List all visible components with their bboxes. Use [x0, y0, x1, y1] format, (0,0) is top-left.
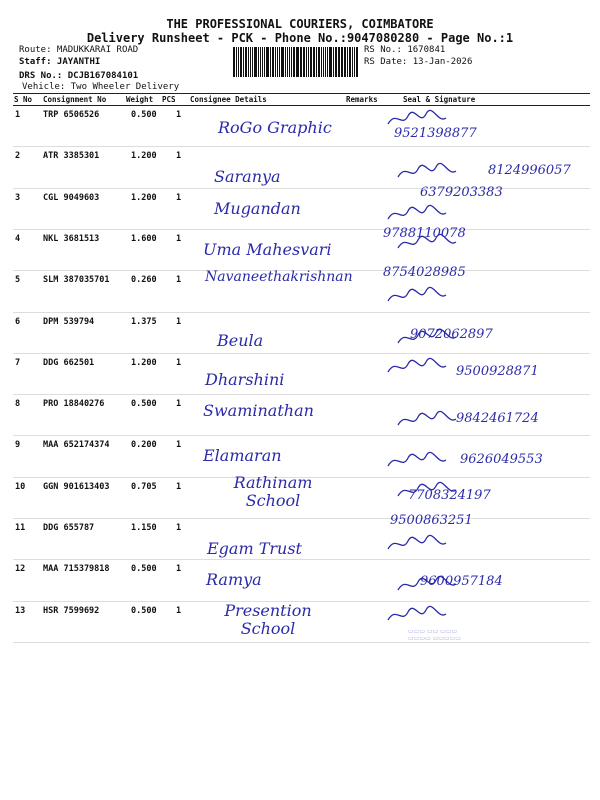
row-separator: [13, 146, 590, 147]
barcode-bar: [335, 47, 337, 77]
barcode-bar: [352, 47, 353, 77]
row-pcs: 1: [176, 192, 182, 203]
row-pcs: 1: [176, 357, 182, 368]
row-consignee-name: Rathinam School: [233, 472, 313, 510]
row-consignment-no: TRP 6506526: [43, 110, 100, 120]
barcode-bar: [325, 47, 327, 77]
signature-scribble: [386, 604, 456, 626]
row-weight: 0.500: [131, 605, 157, 616]
row-consignee-name: Elamaran: [203, 446, 282, 466]
row-pcs: 1: [176, 151, 182, 162]
row-weight: 0.500: [131, 399, 157, 410]
row-sno: 13: [15, 605, 26, 616]
row-signature-phone: 9600957184: [420, 574, 503, 590]
barcode-bar: [281, 47, 284, 77]
row-weight: 0.200: [131, 440, 157, 451]
row-weight: 1.150: [131, 523, 157, 533]
row-sno: 8: [15, 399, 21, 410]
barcode-bar: [260, 47, 261, 77]
row-consignee-name: Ramya: [206, 570, 262, 590]
row-signature-phone: 8754028985: [383, 265, 466, 281]
barcode-bar: [264, 47, 265, 77]
row-pcs: 1: [176, 399, 182, 410]
barcode: [233, 47, 359, 77]
barcode-bar: [301, 47, 302, 77]
vehicle-label: Vehicle: Two Wheeler Delivery: [22, 82, 180, 92]
barcode-bar: [316, 47, 317, 77]
barcode-bar: [243, 47, 244, 77]
barcode-bar: [296, 47, 299, 77]
row-sno: 11: [15, 523, 26, 533]
row-sno: 10: [15, 481, 26, 492]
barcode-bar: [318, 47, 320, 77]
signature-scribble: [396, 161, 466, 183]
row-weight: 0.500: [131, 110, 157, 120]
barcode-bar: [245, 47, 247, 77]
signature-scribble: [386, 533, 456, 555]
signature-scribble: [396, 327, 466, 349]
row-weight: 1.200: [131, 192, 157, 203]
row-consignment-no: SLM 387035701: [43, 275, 110, 286]
signature-scribble: [396, 409, 466, 431]
row-signature-phone: 9788110078: [383, 225, 466, 241]
row-weight: 0.260: [131, 275, 157, 286]
row-consignee-name: Egam Trust: [207, 539, 302, 558]
barcode-bar: [356, 47, 358, 77]
row-pcs: 1: [176, 564, 182, 575]
barcode-bar: [279, 47, 280, 77]
row-consignment-no: MAA 715379818: [43, 564, 110, 575]
row-signature-phone: 7708324197: [408, 487, 491, 503]
barcode-bar: [308, 47, 309, 77]
signature-scribble: [386, 203, 456, 225]
signature-scribble: [386, 285, 456, 307]
signature-scribble: [396, 574, 466, 596]
row-separator: [13, 229, 590, 230]
barcode-bar: [238, 47, 239, 77]
rs-number: RS No.: 1670841: [364, 45, 446, 55]
row-separator: [13, 312, 590, 313]
barcode-bar: [266, 47, 269, 77]
barcode-bar: [236, 47, 237, 77]
barcode-bar: [344, 47, 346, 77]
barcode-bar: [289, 47, 291, 77]
row-consignee-name: RoGo Graphic: [218, 118, 332, 137]
row-signature-phone: 9842461724: [456, 411, 539, 427]
barcode-bar: [250, 47, 251, 77]
row-separator: [13, 435, 590, 436]
row-weight: 1.200: [131, 151, 157, 162]
barcode-bar: [258, 47, 259, 77]
staff-label: Staff: JAYANTHI: [19, 57, 101, 67]
row-signature-phone: 9626049553: [460, 452, 543, 468]
col-remarks: Remarks: [346, 95, 378, 104]
barcode-bar: [233, 47, 235, 77]
row-consignee-name: Navaneethakrishnan: [205, 269, 353, 286]
row-consignment-no: DDG 662501: [43, 357, 95, 368]
drs-number: DRS No.: DCJB167084101: [19, 71, 139, 81]
row-signature-phone: 9500863251: [390, 513, 473, 528]
signature-scribble: [396, 232, 466, 254]
company-title: THE PROFESSIONAL COURIERS, COIMBATORE: [166, 17, 434, 31]
row-weight: 1.200: [131, 357, 157, 368]
barcode-bar: [338, 47, 339, 77]
row-sno: 7: [15, 357, 21, 368]
barcode-bar: [262, 47, 264, 77]
row-sno: 2: [15, 151, 21, 162]
row-consignee-name: Uma Mahesvari: [203, 239, 332, 259]
barcode-bar: [339, 47, 340, 77]
row-consignment-no: HSR 7599692: [43, 605, 100, 616]
col-consignment: Consignment No: [43, 95, 107, 104]
row-sno: 3: [15, 192, 21, 203]
row-pcs: 1: [176, 523, 182, 533]
row-consignee-name: Beula: [217, 330, 264, 350]
barcode-bar: [310, 47, 312, 77]
route-label: Route: MADUKKARAI ROAD: [19, 45, 139, 55]
barcode-bar: [270, 47, 271, 77]
barcode-bar: [287, 47, 288, 77]
col-weight: Weight: [126, 95, 154, 104]
row-signature-phone: 9500928871: [456, 363, 539, 379]
row-weight: 0.705: [131, 481, 157, 492]
row-separator: [13, 394, 590, 395]
row-consignment-no: PRO 18840276: [43, 399, 105, 410]
barcode-bar: [277, 47, 278, 77]
col-pcs: PCS: [162, 95, 176, 104]
signature-scribble: [386, 108, 456, 130]
row-pcs: 1: [176, 316, 182, 327]
header-top-rule: [13, 93, 590, 94]
row-pcs: 1: [176, 275, 182, 286]
row-sno: 12: [15, 564, 26, 575]
barcode-bar: [285, 47, 286, 77]
barcode-bar: [321, 47, 322, 77]
signature-scribble: [386, 450, 456, 472]
col-seal-signature: Seal & Signature: [403, 95, 476, 104]
barcode-bar: [313, 47, 316, 77]
rs-date: RS Date: 13-Jan-2026: [364, 57, 473, 67]
barcode-bar: [240, 47, 243, 77]
barcode-bar: [333, 47, 334, 77]
barcode-bar: [252, 47, 254, 77]
row-consignment-no: CGL 9049603: [43, 192, 100, 203]
barcode-bar: [349, 47, 352, 77]
runsheet-subtitle: Delivery Runsheet - PCK - Phone No.:9047080280 - Page No.:1: [86, 31, 514, 45]
row-pcs: 1: [176, 233, 182, 244]
barcode-bar: [329, 47, 332, 77]
row-separator: [13, 518, 590, 519]
row-consignee-name: Mugandan: [214, 198, 301, 218]
row-signature-phone: 6379203383: [420, 184, 503, 200]
row-weight: 0.500: [131, 564, 157, 575]
row-pcs: 1: [176, 110, 182, 120]
row-sno: 5: [15, 275, 21, 286]
row-consignment-no: ATR 3385301: [43, 151, 100, 162]
row-signature-phone: 9072062897: [410, 326, 493, 342]
row-consignee-name: Presention School: [224, 600, 312, 638]
barcode-bar: [354, 47, 355, 77]
barcode-bar: [275, 47, 277, 77]
barcode-bar: [272, 47, 274, 77]
row-separator: [13, 642, 590, 643]
row-weight: 1.375: [131, 316, 157, 327]
row-separator: [13, 353, 590, 354]
seal-stamp: ▭▭▭ ▭▭ ▭▭▭ ▭▭▭▭ ▭▭▭▭▭: [408, 628, 461, 642]
row-consignee-name: Saranya: [214, 167, 281, 187]
row-separator: [13, 188, 590, 189]
row-consignment-no: MAA 652174374: [43, 440, 110, 451]
row-sno: 1: [15, 110, 21, 120]
row-consignment-no: DDG 655787: [43, 523, 95, 533]
row-separator: [13, 559, 590, 560]
row-sno: 4: [15, 233, 21, 244]
barcode-bar: [306, 47, 307, 77]
barcode-bar: [300, 47, 301, 77]
row-weight: 1.600: [131, 233, 157, 244]
barcode-bar: [293, 47, 295, 77]
barcode-bar: [327, 47, 328, 77]
row-pcs: 1: [176, 440, 182, 451]
row-signature-phone: 9521398877: [394, 126, 477, 141]
header-bottom-rule: [13, 105, 590, 106]
barcode-bar: [303, 47, 305, 77]
barcode-bar: [341, 47, 343, 77]
row-consignment-no: NKL 3681513: [43, 233, 100, 244]
row-consignment-no: DPM 539794: [43, 316, 95, 327]
row-consignment-no: GGN 901613403: [43, 481, 110, 492]
barcode-bar: [254, 47, 257, 77]
signature-scribble: [396, 480, 466, 502]
row-sno: 6: [15, 316, 21, 327]
col-consignee: Consignee Details: [190, 95, 267, 104]
barcode-bar: [291, 47, 292, 77]
signature-scribble: [386, 356, 456, 378]
barcode-bar: [347, 47, 348, 77]
row-consignee-name: Dharshini: [205, 369, 285, 389]
row-signature-phone: 8124996057: [488, 163, 571, 179]
row-pcs: 1: [176, 605, 182, 616]
row-pcs: 1: [176, 481, 182, 492]
barcode-bar: [323, 47, 324, 77]
barcode-bar: [248, 47, 249, 77]
row-sno: 9: [15, 440, 21, 451]
row-consignee-name: Swaminathan: [203, 401, 314, 421]
col-sno: S No: [14, 95, 33, 104]
